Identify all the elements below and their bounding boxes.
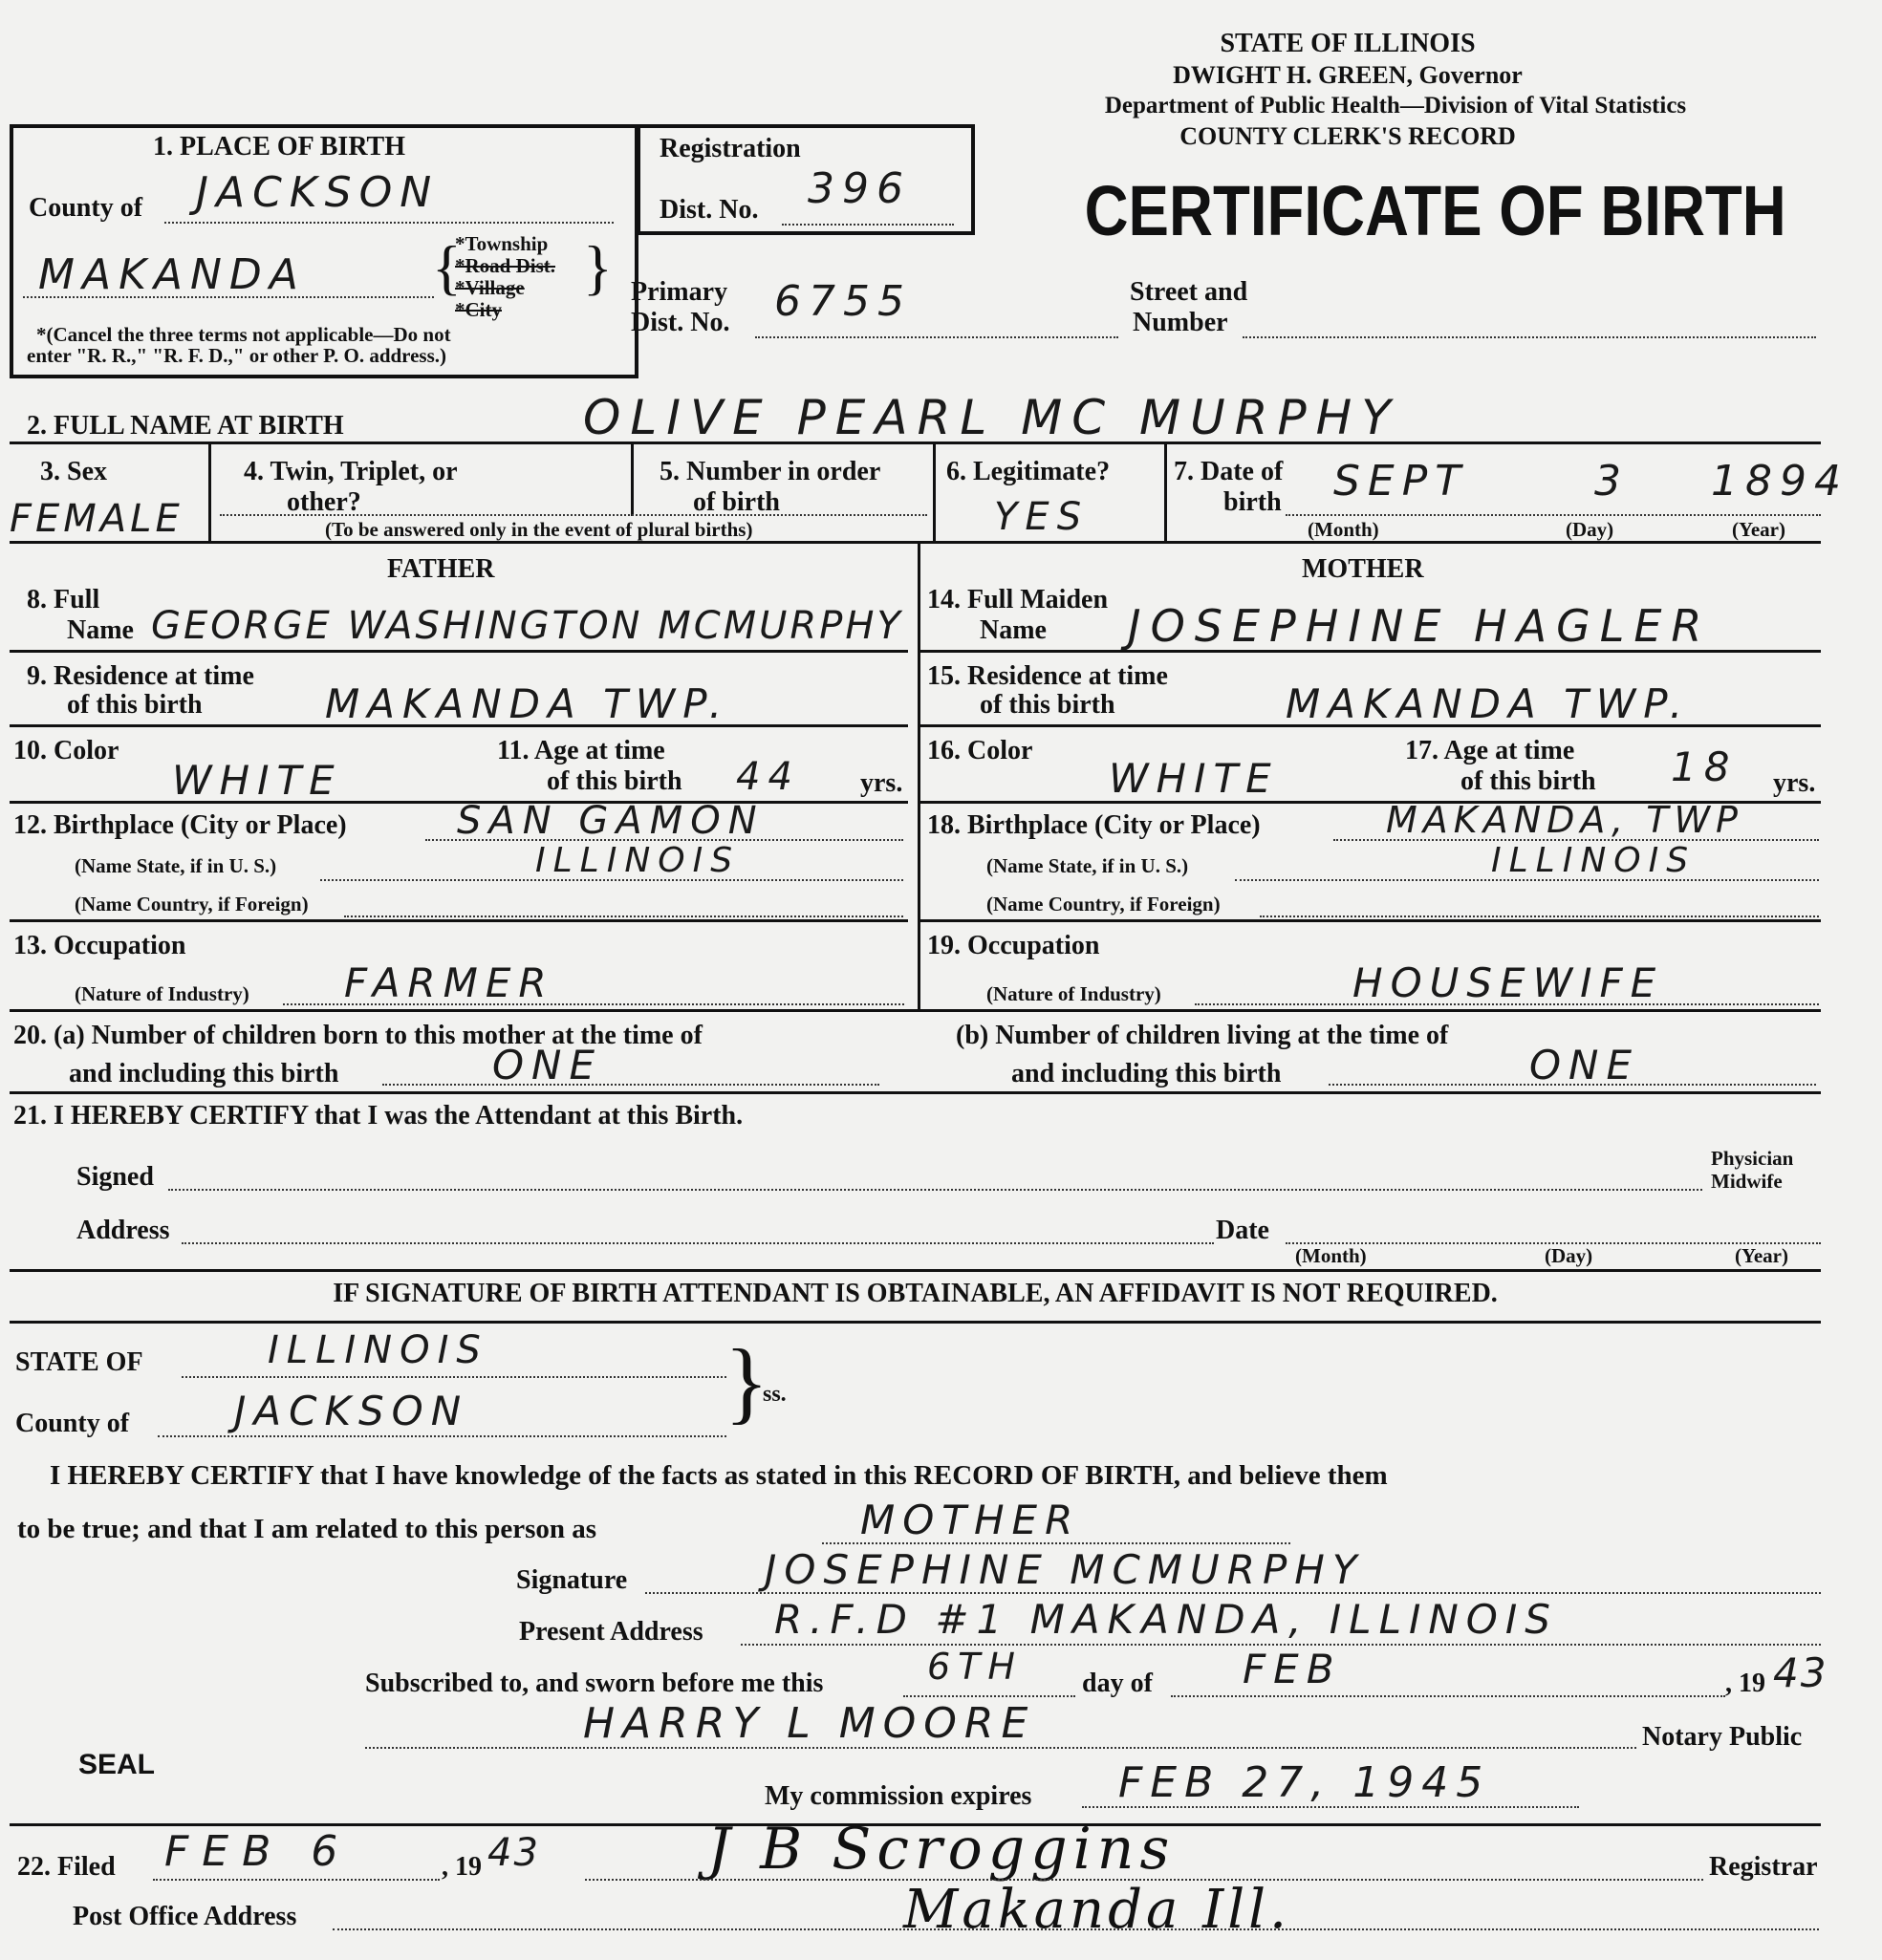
po-address-line	[333, 1928, 1819, 1930]
twin-label-2: other?	[287, 487, 361, 517]
record-line: COUNTY CLERK'S RECORD	[1179, 122, 1516, 150]
commission-value: FEB 27, 1945	[1118, 1758, 1491, 1807]
children-born-label-2: and including this birth	[69, 1059, 339, 1088]
term-township: *Township	[455, 232, 549, 255]
street-line	[1243, 336, 1816, 338]
father-country-line	[344, 915, 903, 917]
sworn-label: Subscribed to, and sworn before me this	[365, 1669, 824, 1698]
affidavit-state-line	[182, 1376, 726, 1378]
po-address-label: Post Office Address	[73, 1902, 297, 1931]
mother-state-line	[1235, 879, 1819, 881]
mother-heading: MOTHER	[1302, 554, 1424, 584]
mother-color-value: WHITE	[1109, 755, 1279, 802]
sex-divider	[208, 442, 211, 541]
affidavit-county-label: County of	[15, 1409, 130, 1438]
father-residence-rule	[10, 724, 908, 727]
children-living-label-2: and including this birth	[1011, 1059, 1282, 1088]
signature-line	[645, 1592, 1821, 1594]
date-year-label: (Year)	[1735, 1244, 1788, 1267]
dob-day-label: (Day)	[1566, 518, 1614, 541]
state-heading: STATE OF ILLINOIS	[1220, 29, 1476, 58]
signature-value: JOSEPHINE MCMURPHY	[765, 1546, 1365, 1593]
township-line	[23, 296, 434, 298]
primary-dist-line	[755, 336, 1118, 338]
affidavit-certify-line2: to be true; and that I am related to this person as	[17, 1514, 597, 1544]
filed-value: FEB 6	[164, 1827, 352, 1876]
registrar-label: Registrar	[1709, 1852, 1818, 1882]
twin-divider	[631, 442, 634, 516]
twin-line	[220, 514, 927, 516]
legitimate-value: YES	[994, 495, 1090, 539]
father-residence-label: 9. Residence at time	[27, 661, 254, 691]
row20-bottom-rule	[10, 1091, 1821, 1094]
twin-label: 4. Twin, Triplet, or	[244, 457, 458, 486]
sworn-month-value: FEB	[1243, 1646, 1342, 1692]
governor-line: DWIGHT H. GREEN, Governor	[1173, 61, 1523, 89]
mother-color-label: 16. Color	[927, 736, 1033, 765]
plural-note: (To be answered only in the event of plural births)	[325, 518, 753, 541]
present-address-value: R.F.D #1 MAKANDA, ILLINOIS	[774, 1596, 1558, 1643]
legitimate-label: 6. Legitimate?	[946, 457, 1111, 486]
township-value: MAKANDA	[38, 250, 306, 299]
filed-year-prefix: , 19	[442, 1852, 482, 1882]
ss-label: ss.	[763, 1382, 787, 1407]
dob-label-2: birth	[1223, 487, 1282, 517]
attendant-certify: 21. I HEREBY CERTIFY that I was the Attendant at this Birth.	[13, 1101, 744, 1131]
affidavit-county-line	[158, 1435, 726, 1437]
father-yrs-label: yrs.	[860, 768, 903, 798]
mother-country-line	[1260, 915, 1819, 917]
mother-residence-label-2: of this birth	[980, 690, 1115, 720]
father-occupation-value: FARMER	[344, 959, 554, 1006]
certificate-title: CERTIFICATE OF BIRTH	[1084, 171, 1786, 250]
present-address-label: Present Address	[519, 1617, 703, 1647]
dob-day-value: 3	[1594, 457, 1629, 506]
affidavit-certify-line1: I HEREBY CERTIFY that I have knowledge of the facts as stated in this RECORD OF BIRTH, and believe them	[50, 1460, 1388, 1491]
father-name-rule	[10, 650, 908, 653]
county-value: JACKSON	[196, 168, 440, 217]
children-living-label: (b) Number of children living at the time of	[956, 1021, 1449, 1050]
children-living-value: ONE	[1529, 1042, 1640, 1088]
term-road-dist: *Road Dist.	[455, 254, 556, 277]
primary-dist-value: 6755	[774, 277, 912, 326]
commission-line	[1082, 1806, 1579, 1808]
father-heading: FATHER	[387, 554, 495, 584]
affidavit-brace: }	[725, 1330, 769, 1432]
po-address-value: Makanda Ill.	[903, 1879, 1290, 1941]
signed-line	[168, 1189, 1702, 1191]
father-birthplace-label: 12. Birthplace (City or Place)	[13, 810, 347, 840]
address-label: Address	[76, 1216, 170, 1245]
brace-right: }	[583, 233, 613, 301]
registration-label: Registration	[660, 134, 801, 163]
affidavit-state-label: STATE OF	[15, 1347, 143, 1377]
mother-residence-value: MAKANDA TWP.	[1286, 680, 1691, 727]
father-birthplace-rule	[10, 919, 908, 922]
sex-value: FEMALE	[10, 497, 184, 541]
mother-name-label: 14. Full Maiden	[927, 585, 1109, 614]
seal-label: SEAL	[78, 1749, 156, 1780]
mother-name-label-2: Name	[980, 615, 1047, 645]
mother-state-value: ILLINOIS	[1491, 841, 1697, 880]
mother-name-value: JOSEPHINE HAGLER	[1128, 600, 1712, 652]
mother-occupation-value: HOUSEWIFE	[1352, 959, 1664, 1006]
mother-country-label: (Name Country, if Foreign)	[986, 893, 1221, 915]
primary-dist-label: Dist. No.	[631, 308, 730, 337]
commission-label: My commission expires	[765, 1781, 1032, 1811]
affidavit-state-value: ILLINOIS	[268, 1328, 488, 1372]
mother-birthplace-value: MAKANDA, TWP	[1386, 799, 1743, 841]
father-age-label-2: of this birth	[547, 766, 682, 796]
children-born-line	[382, 1084, 879, 1086]
notary-value: HARRY L MOORE	[583, 1699, 1036, 1748]
date-day-label: (Day)	[1545, 1244, 1593, 1267]
row3-bottom-rule	[10, 541, 1821, 544]
mother-occupation-label: 19. Occupation	[927, 931, 1100, 960]
affidavit-notice: IF SIGNATURE OF BIRTH ATTENDANT IS OBTAINABLE, AN AFFIDAVIT IS NOT REQUIRED.	[333, 1279, 1498, 1308]
mother-yrs-label: yrs.	[1773, 768, 1816, 798]
children-living-line	[1329, 1084, 1816, 1086]
term-village: *Village	[455, 276, 525, 299]
reg-dist-label: Dist. No.	[660, 195, 759, 225]
mother-name-rule	[918, 650, 1821, 653]
dob-year-value: 1894	[1711, 457, 1849, 506]
filed-label: 22. Filed	[17, 1852, 116, 1882]
mother-age-value: 18	[1671, 743, 1738, 790]
father-state-label: (Name State, if in U. S.)	[75, 854, 277, 877]
mother-age-label-2: of this birth	[1460, 766, 1596, 796]
county-line	[164, 222, 614, 224]
mother-birthplace-label: 18. Birthplace (City or Place)	[927, 810, 1261, 840]
sworn-year-prefix: , 19	[1725, 1669, 1765, 1698]
parents-divider	[918, 541, 920, 1009]
parents-bottom-rule	[10, 1009, 1821, 1012]
county-label: County of	[29, 193, 143, 223]
relation-value: MOTHER	[860, 1497, 1081, 1543]
father-residence-label-2: of this birth	[67, 690, 203, 720]
day-of-label: day of	[1082, 1669, 1153, 1698]
father-residence-value: MAKANDA TWP.	[325, 680, 730, 727]
father-industry-label: (Nature of Industry)	[75, 982, 249, 1005]
father-occupation-label: 13. Occupation	[13, 931, 186, 960]
filed-line	[153, 1879, 440, 1881]
signature-label: Signature	[516, 1565, 628, 1595]
mother-residence-rule	[918, 724, 1821, 727]
father-age-label: 11. Age at time	[497, 736, 665, 765]
mother-residence-label: 15. Residence at time	[927, 661, 1168, 691]
father-name-value: GEORGE WASHINGTON MCMURPHY	[151, 604, 903, 648]
mother-birthplace-rule	[918, 919, 1821, 922]
date-label: Date	[1216, 1216, 1269, 1245]
notary-public-label: Notary Public	[1642, 1722, 1803, 1752]
dob-month-value: SEPT	[1333, 457, 1469, 506]
registrar-signature: J B Scroggins	[707, 1816, 1176, 1883]
dob-year-label: (Year)	[1732, 518, 1785, 541]
father-state-line	[320, 879, 903, 881]
row21-bottom-rule	[10, 1269, 1821, 1272]
mother-industry-label: (Nature of Industry)	[986, 982, 1161, 1005]
order-divider	[933, 442, 936, 541]
dob-line	[1286, 514, 1821, 516]
affidavit-notice-rule	[10, 1321, 1821, 1324]
sex-label: 3. Sex	[40, 457, 107, 486]
filed-year-value: 43	[487, 1831, 540, 1875]
mother-state-label: (Name State, if in U. S.)	[986, 854, 1189, 877]
number-label: Number	[1133, 308, 1228, 337]
affidavit-county-value: JACKSON	[234, 1388, 469, 1434]
date-month-label: (Month)	[1295, 1244, 1367, 1267]
sworn-day-value: 6TH	[927, 1646, 1023, 1688]
father-state-value: ILLINOIS	[535, 841, 741, 880]
relation-line	[822, 1542, 1290, 1544]
township-terms	[455, 233, 555, 321]
primary-label: Primary	[631, 277, 728, 307]
sworn-day-line	[903, 1695, 1075, 1697]
brace-left: {	[432, 233, 462, 301]
term-city: *City	[455, 298, 502, 321]
place-of-birth-label: 1. PLACE OF BIRTH	[153, 132, 406, 162]
order-label-2: of birth	[693, 487, 780, 517]
department-line: Department of Public Health—Division of Vital Statistics	[1104, 93, 1687, 118]
full-name-label: 2. FULL NAME AT BIRTH	[27, 411, 344, 441]
address-line	[182, 1242, 1214, 1244]
street-label: Street and	[1130, 277, 1248, 307]
signed-label: Signed	[76, 1162, 154, 1192]
reg-dist-line	[782, 224, 954, 226]
order-label: 5. Number in order	[660, 457, 881, 486]
father-name-label-2: Name	[67, 615, 134, 645]
notary-line	[365, 1747, 1636, 1749]
place-note-line2: enter "R. R.," "R. F. D.," or other P. O. address.)	[27, 344, 447, 367]
reg-dist-value: 396	[808, 164, 911, 213]
name-row-bottom-rule	[10, 442, 1821, 444]
children-born-value: ONE	[492, 1042, 603, 1088]
sworn-month-line	[1171, 1695, 1725, 1697]
sworn-year-value: 43	[1773, 1649, 1828, 1696]
father-industry-line	[283, 1003, 904, 1005]
father-age-value: 44	[736, 755, 800, 799]
child-name-value: OLIVE PEARL MC MURPHY	[583, 390, 1400, 445]
midwife-label: Midwife	[1711, 1170, 1783, 1193]
dob-month-label: (Month)	[1308, 518, 1379, 541]
mother-industry-line	[1195, 1003, 1819, 1005]
father-color-value: WHITE	[172, 757, 342, 804]
children-born-label: 20. (a) Number of children born to this mother at the time of	[13, 1021, 703, 1050]
place-note-line1: *(Cancel the three terms not applicable—Do not	[36, 323, 451, 346]
mother-age-label: 17. Age at time	[1405, 736, 1575, 765]
physician-label: Physician	[1711, 1147, 1794, 1170]
father-name-label: 8. Full	[27, 585, 100, 614]
father-color-label: 10. Color	[13, 736, 119, 765]
father-country-label: (Name Country, if Foreign)	[75, 893, 309, 915]
legitimate-divider	[1164, 442, 1167, 541]
father-birthplace-value: SAN GAMON	[457, 799, 765, 843]
dob-label: 7. Date of	[1174, 457, 1284, 486]
